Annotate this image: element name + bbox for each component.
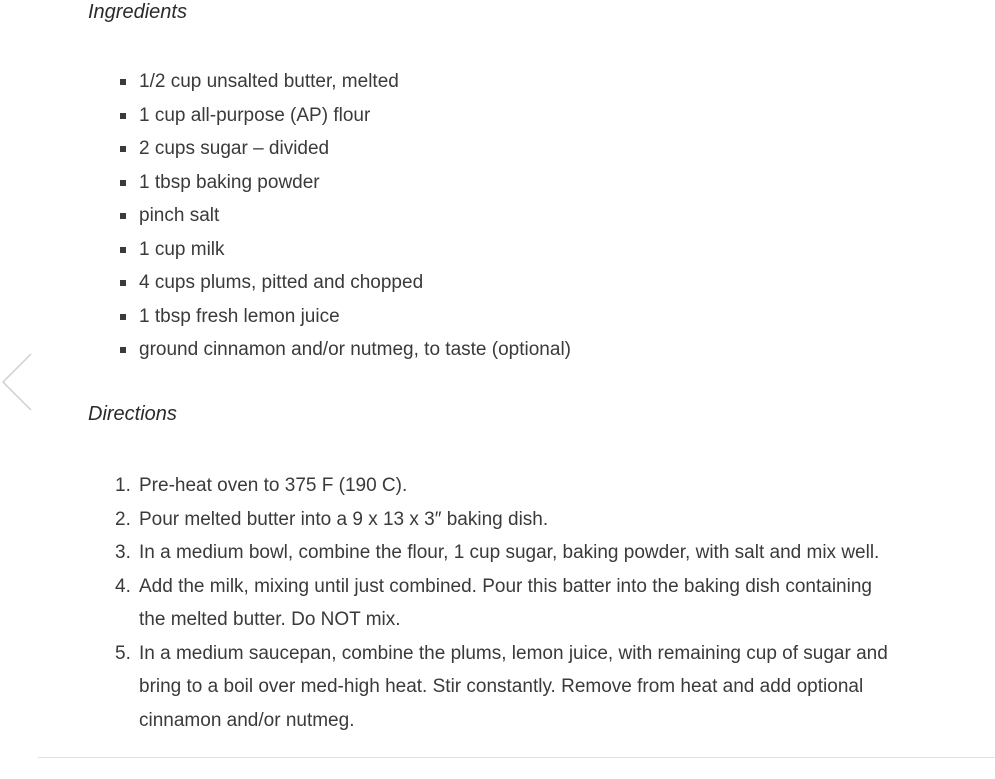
ingredient-item: 1 tbsp baking powder	[139, 166, 571, 200]
ingredient-item: 1 tbsp fresh lemon juice	[139, 300, 571, 334]
ingredient-item: 2 cups sugar – divided	[139, 132, 571, 166]
direction-list	[88, 469, 899, 737]
direction-step	[115, 637, 899, 738]
step-text: Add the milk, mixing until just combined. Pour this batter into the baking dish containing the melted butter. Do NOT mix.	[139, 575, 872, 630]
bottom-sticky-bar	[38, 757, 995, 779]
ingredients-heading: Ingredients	[88, 1, 187, 23]
direction-step	[115, 469, 899, 503]
step-number: 2.	[115, 508, 131, 530]
ingredient-item: 1 cup all-purpose (AP) flour	[139, 99, 571, 133]
step-number: 3.	[115, 542, 131, 563]
step-text: Pre-heat oven to 375 F (190 C).	[139, 475, 408, 496]
directions-heading: Directions	[88, 403, 177, 425]
step-number: 1.	[115, 475, 131, 496]
chevron-left-icon	[0, 352, 34, 412]
step-number: 4.	[115, 575, 131, 597]
ingredient-item: ground cinnamon and/or nutmeg, to taste (optional)	[139, 333, 571, 367]
direction-step	[115, 570, 899, 637]
step-text: Pour melted butter into a 9 x 13 x 3″ baking dish.	[139, 508, 549, 530]
ingredient-item: 1/2 cup unsalted butter, melted	[139, 65, 571, 99]
ingredient-item: 1 cup milk	[139, 233, 571, 267]
ingredient-item: pinch salt	[139, 199, 571, 233]
direction-step	[115, 503, 899, 537]
step-text: In a medium bowl, combine the flour, 1 cup sugar, baking powder, with salt and mix well.	[139, 542, 880, 563]
ingredient-item: 4 cups plums, pitted and chopped	[139, 266, 571, 300]
direction-step	[115, 536, 899, 570]
step-text: In a medium saucepan, combine the plums, lemon juice, with remaining cup of sugar and bring to a boil over med-high heat. Stir constantly. Remove from heat and add optional cinnamon and/or nutmeg.	[139, 642, 888, 731]
step-number: 5.	[115, 642, 131, 664]
previous-arrow-button[interactable]	[0, 352, 34, 412]
ingredient-list	[88, 65, 571, 367]
